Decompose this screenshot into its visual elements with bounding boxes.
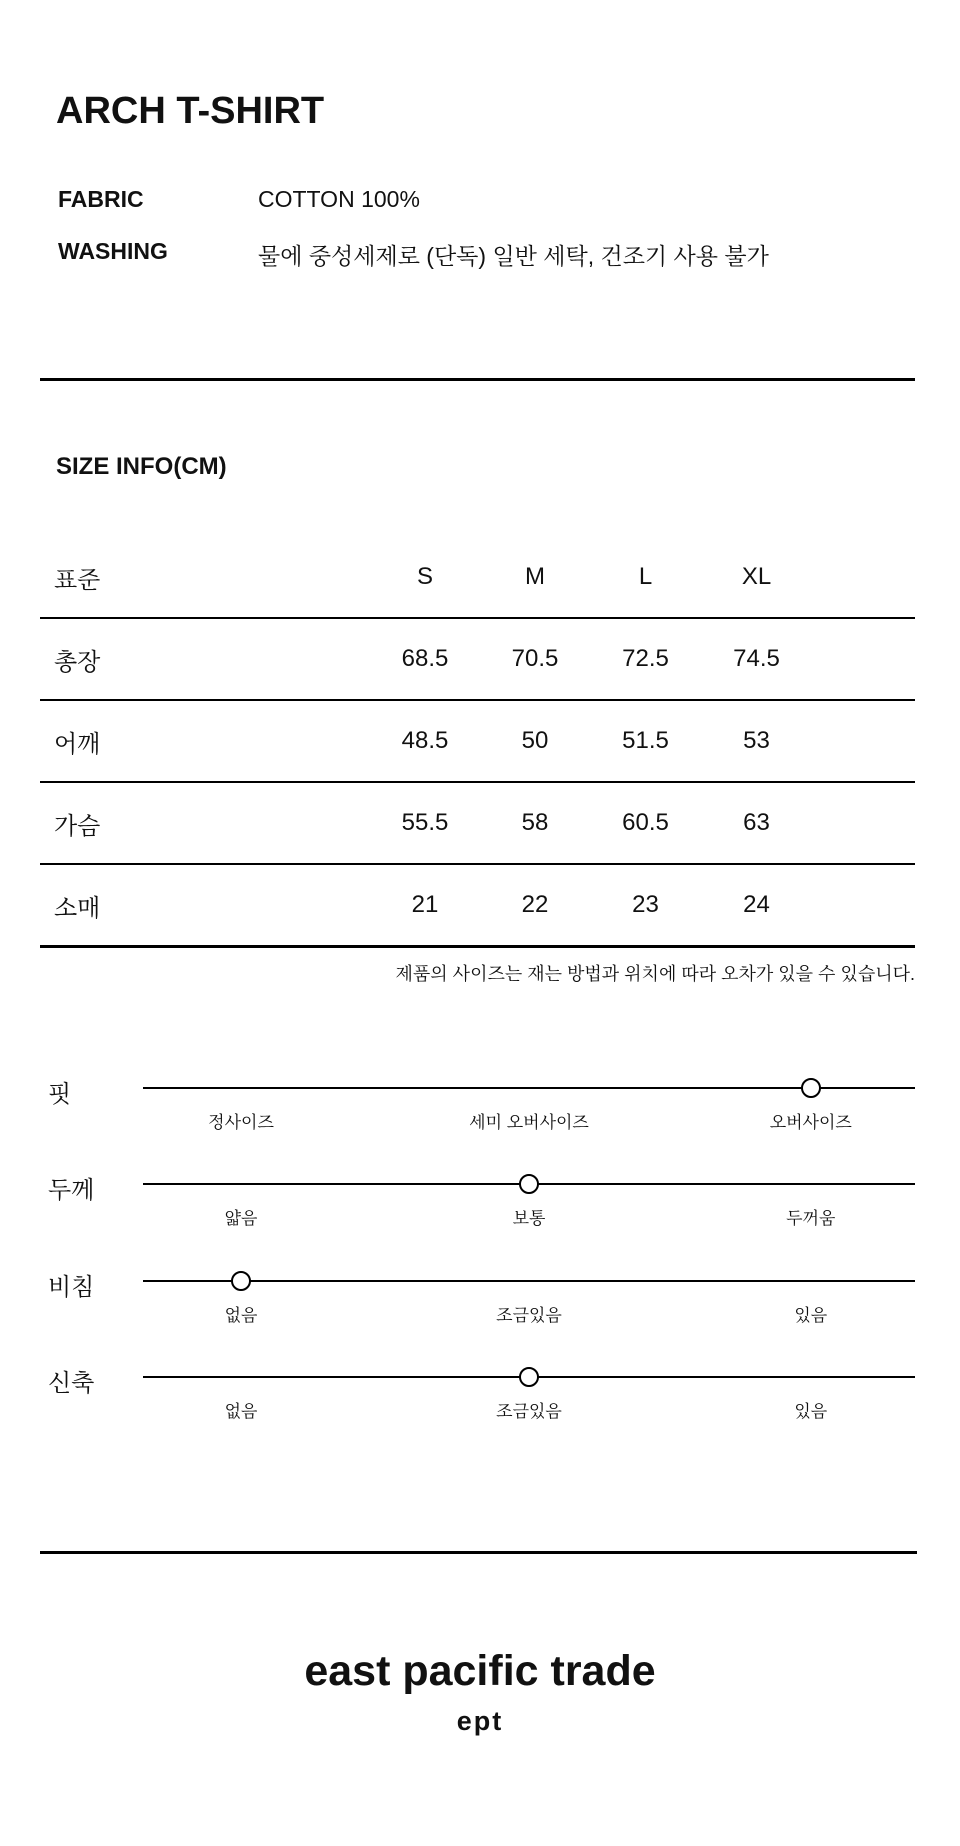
section-divider-top	[40, 378, 915, 381]
slider-option: 있음	[794, 1306, 828, 1325]
stretch-slider	[40, 1355, 915, 1419]
size-table-row-shoulder	[40, 701, 915, 783]
sheerness-slider	[40, 1259, 915, 1323]
cell-value: 24	[743, 891, 770, 918]
cell-value: 22	[521, 891, 549, 918]
fabric-value: COTTON 100%	[258, 186, 420, 212]
cell-value: 72.5	[622, 645, 669, 672]
cell-value: 53	[743, 727, 770, 754]
cell-value: 23	[632, 891, 659, 918]
size-info-heading: SIZE INFO(CM)	[56, 453, 227, 480]
slider-marker	[231, 1271, 251, 1291]
slider-option: 정사이즈	[208, 1113, 274, 1132]
cell-value: 68.5	[401, 645, 449, 672]
slider-option: 오버사이즈	[769, 1113, 852, 1132]
row-label: 어깨	[54, 730, 101, 758]
row-label: 소매	[54, 894, 101, 922]
fabric-label: FABRIC	[58, 186, 144, 212]
size-col-m: M	[525, 563, 545, 590]
size-note: 제품의 사이즈는 재는 방법과 위치에 따라 오차가 있을 수 있습니다.	[395, 964, 915, 984]
slider-track	[143, 1280, 915, 1282]
cell-value: 60.5	[622, 809, 669, 836]
washing-label: WASHING	[58, 238, 168, 264]
sheerness-slider-label: 비침	[48, 1274, 95, 1301]
brand-logo: east pacific trade	[304, 1647, 656, 1695]
fabric-row	[58, 186, 420, 213]
row-label: 가슴	[54, 812, 101, 840]
slider-option: 없음	[224, 1402, 258, 1421]
slider-option: 있음	[794, 1402, 828, 1421]
thickness-slider-label: 두께	[48, 1177, 95, 1204]
fit-slider	[40, 1066, 915, 1130]
size-table-row-length	[40, 619, 915, 701]
size-table-row-chest	[40, 783, 915, 865]
slider-option: 얇음	[224, 1209, 258, 1228]
brand-sub-logo: ept	[456, 1706, 504, 1736]
slider-option: 조금있음	[496, 1306, 562, 1325]
size-header-label: 표준	[54, 566, 101, 594]
thickness-slider	[40, 1162, 915, 1226]
cell-value: 50	[521, 727, 549, 754]
size-table	[40, 537, 915, 948]
washing-value: 물에 중성세제로 (단독) 일반 세탁, 건조기 사용 불가	[258, 243, 769, 269]
slider-option: 없음	[224, 1306, 258, 1325]
cell-value: 51.5	[622, 727, 669, 754]
cell-value: 58	[521, 809, 549, 836]
size-col-s: S	[416, 563, 433, 590]
slider-marker	[519, 1367, 539, 1387]
fit-slider-label: 핏	[48, 1081, 72, 1108]
size-table-row-sleeve	[40, 865, 915, 948]
size-col-l: L	[638, 563, 653, 590]
section-divider-bottom	[40, 1551, 917, 1554]
slider-track	[143, 1087, 915, 1089]
slider-marker	[801, 1078, 821, 1098]
row-label: 총장	[54, 648, 101, 676]
cell-value: 70.5	[511, 645, 559, 672]
cell-value: 63	[743, 809, 770, 836]
slider-option: 보통	[512, 1209, 546, 1228]
size-table-header-row	[40, 537, 915, 619]
slider-option: 두꺼움	[786, 1209, 836, 1228]
stretch-slider-label: 신축	[48, 1370, 95, 1397]
cell-value: 21	[411, 891, 439, 918]
size-col-xl: XL	[741, 563, 772, 590]
cell-value: 74.5	[733, 645, 780, 672]
slider-marker	[519, 1174, 539, 1194]
cell-value: 55.5	[401, 809, 449, 836]
product-title: ARCH T-SHIRT	[56, 90, 325, 132]
slider-option: 세미 오버사이즈	[469, 1113, 589, 1132]
washing-row	[58, 238, 769, 271]
slider-option: 조금있음	[496, 1402, 562, 1421]
cell-value: 48.5	[401, 727, 449, 754]
